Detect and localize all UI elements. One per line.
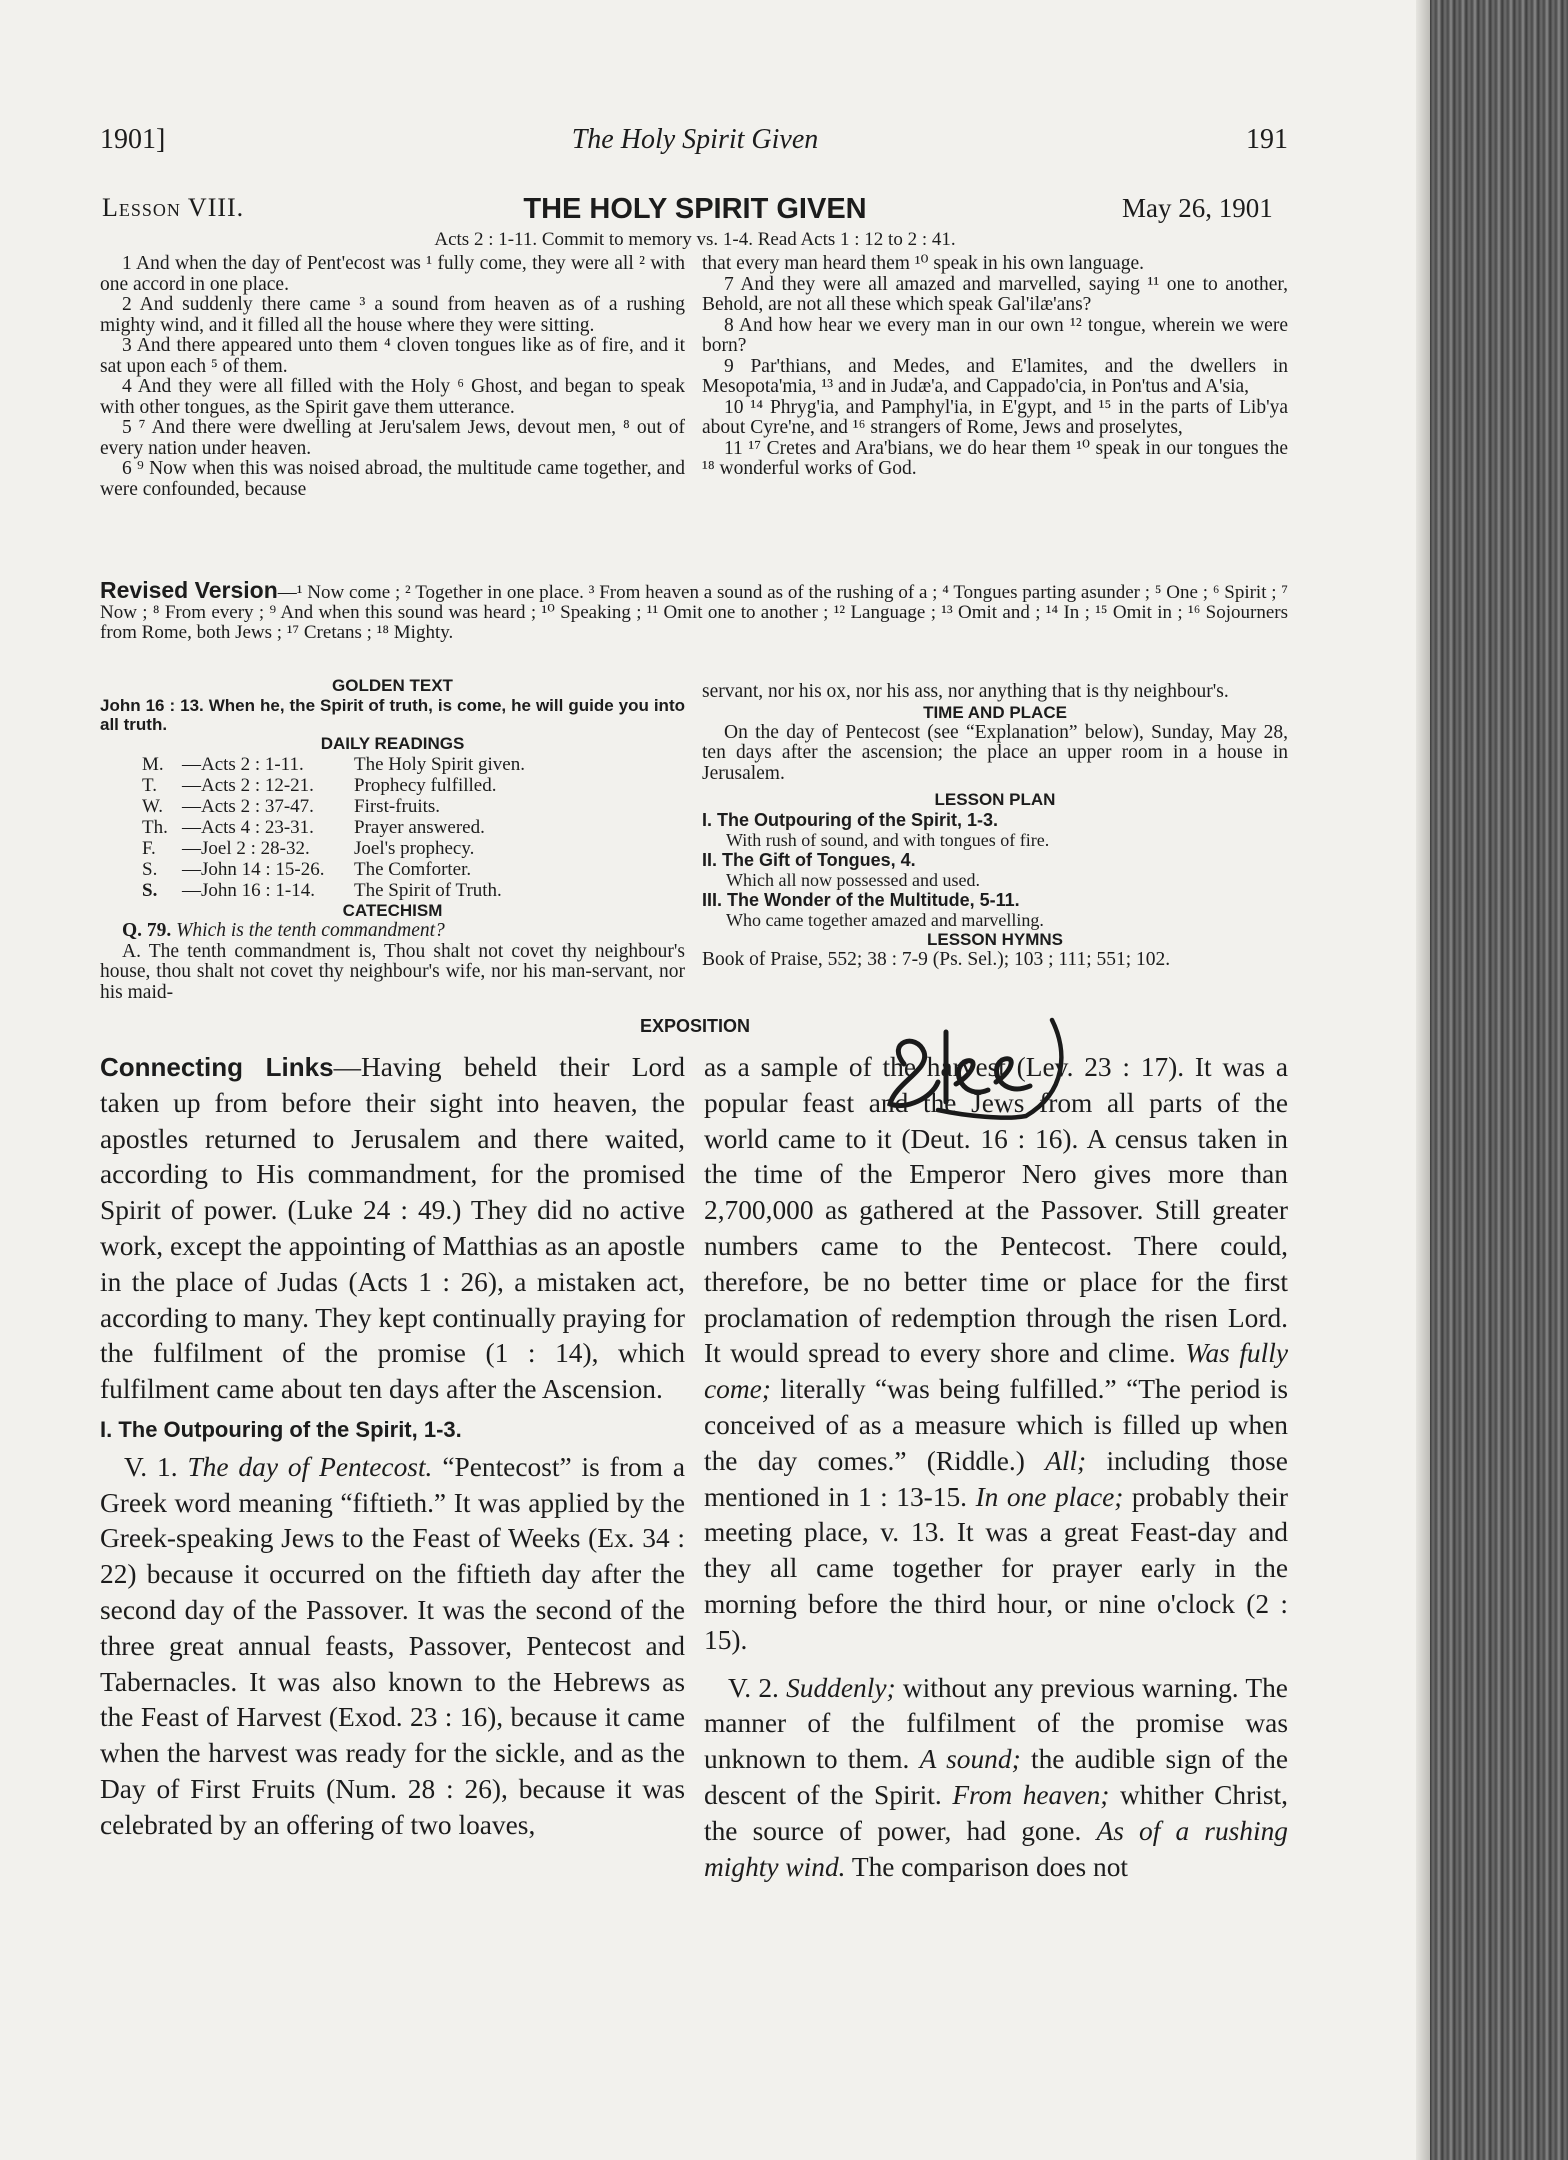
verse-phrase: A sound;: [919, 1744, 1021, 1775]
verse-6-continued: that every man heard them ¹⁰ speak in his own language.: [702, 253, 1144, 274]
catechism-question: [100, 921, 685, 942]
helps-left-column: [100, 676, 685, 1003]
verse-commentary-text: “Pentecost” is from a Greek word meaning “fiftieth.” It was applied by the Greek-speaking Jews to the Feast of Weeks (Ex. 34 : 22) because it occurred on the fiftieth day after the second day of the Passover. It was the second of the three great annual feasts, Passover, Pentecost and Tabernacles. It was also known to the Hebrews as the Feast of Harvest (Exod. 23 : 16), because it came when the harvest was ready for the sickle, and as the Day of First Fruits (Num. 28 : 26), because it was celebrated by an offering of two loaves,: [100, 1451, 685, 1840]
lesson-plan-item-sub: With rush of sound, and with tongues of fire.: [726, 830, 1050, 850]
reading-ref: —Acts 2 : 12-21.: [182, 775, 314, 796]
table-row: [100, 754, 525, 775]
verse-phrase: Was fully come;: [704, 1338, 1288, 1405]
commentary-text: The comparison does not: [851, 1851, 1129, 1882]
daily-readings-table: [100, 754, 525, 901]
verse-9: 9 Par'thians, and Medes, and E'lamites, and the dwellers in Mesopota'mia, ¹³ and in Judæ'a, and Cappado'cia, in Pon'tus and A'sia,: [702, 355, 1288, 397]
lesson-plan-item: [702, 810, 1288, 850]
reading-ref: —Acts 2 : 1-11.: [182, 754, 304, 775]
lesson-plan-item: [702, 850, 1288, 890]
reading-day: W.: [142, 796, 163, 817]
lesson-date: May 26, 1901: [1122, 193, 1273, 223]
daily-readings-heading: DAILY READINGS: [320, 734, 465, 753]
commentary-text: probably their meeting place, v. 13. It was a great Feast-day and they all came together for prayer early in the morning before the third hour, or nine o'clock (2 : 15).: [704, 1481, 1288, 1655]
scripture-reference: Acts 2 : 1-11. Commit to memory vs. 1-4. Read Acts 1 : 12 to 2 : 41.: [434, 229, 956, 250]
scripture-right-column: [702, 254, 1288, 480]
commentary-text: as a sample of the harvest (Lev. 23 : 17). It was a popular feast and the Jews from all parts of the world came to it (Deut. 16 : 16). A census taken in the time of the Emperor Nero gives more than 2,700,000 as gathered at the Passover. Still greater numbers came to the Pentecost. There could, therefore, be no better time or place for the first proclamation of redemption through the risen Lord. It would spread to every shore and clime.: [704, 1052, 1288, 1369]
commentary-text: the audible sign of the descent of the Spirit.: [704, 1744, 1288, 1810]
table-row: [100, 880, 525, 901]
lesson-plan-item-title: I. The Outpouring of the Spirit, 1-3.: [702, 810, 998, 830]
table-row: [100, 817, 525, 838]
reading-title: The Spirit of Truth.: [354, 880, 502, 901]
verse-phrase: All;: [1045, 1445, 1087, 1476]
revised-version: [100, 577, 1289, 643]
reading-day: S.: [142, 880, 158, 901]
connecting-links-lead: Connecting Links: [100, 1052, 334, 1082]
time-and-place-heading: TIME AND PLACE: [923, 702, 1067, 722]
catechism-answer-continued: servant, nor his ox, nor his ass, nor anything that is thy neighbour's.: [702, 681, 1229, 702]
revised-version-label: Revised Version: [100, 577, 278, 603]
revised-version-text: —¹ Now come ; ² Together in one place. ³ From heaven a sound as of the rushing of a ; ⁴ Tongues parting asunder ; ⁵ One ; ⁶ Spirit ; ⁷ Now ; ⁸ From every ; ⁹ And when this sound was heard ; ¹⁰ Speaking ; ¹¹ Omit one to another ; ¹² Language ; ¹³ Omit and ; ¹⁴ In ; ¹⁵ Omit in ; ¹⁶ Sojourners from Rome, both Jews ; ¹⁷ Cretans ; ¹⁸ Mighty.: [100, 582, 1289, 643]
connecting-links-paragraph: [100, 1050, 685, 1408]
verse-8: 8 And how hear we every man in our own ¹² tongue, wherein we were born?: [702, 314, 1288, 356]
reading-day: F.: [142, 838, 156, 859]
reading-day: Th.: [142, 817, 168, 838]
commentary-text: literally “was being fulfilled.” “The period is conceived of as a measure which is filled up when the day comes.” (Riddle.): [704, 1374, 1288, 1476]
verse-5: 5 ⁷ And there were dwelling at Jeru'salem Jews, devout men, ⁸ out of every nation under heaven.: [100, 417, 685, 459]
golden-text-heading: GOLDEN TEXT: [332, 676, 453, 695]
time-and-place-text: On the day of Pentecost (see “Explanation” below), Sunday, May 28, ten days after the ascension; the place an upper room in a house in Jerusalem.: [702, 721, 1288, 784]
commentary-text: including those mentioned in 1 : 13-15.: [704, 1445, 1288, 1512]
reading-title: First-fruits.: [354, 796, 441, 817]
catechism-heading: CATECHISM: [342, 901, 443, 920]
section-heading: I. The Outpouring of the Spirit, 1-3.: [100, 1416, 462, 1442]
reading-ref: —Joel 2 : 28-32.: [182, 838, 310, 859]
verse-2: 2 And suddenly there came ³ a sound from heaven as of a rushing mighty wind, and it filled all the house where they were sitting.: [100, 294, 685, 336]
golden-text: John 16 : 13. When he, the Spirit of truth, is come, he will guide you into all truth.: [100, 696, 685, 734]
lesson-plan-item-title: III. The Wonder of the Multitude, 5-11.: [702, 890, 1020, 910]
running-head-year: 1901]: [100, 124, 166, 155]
reading-day: M.: [142, 754, 164, 775]
reading-title: Prayer answered.: [354, 817, 485, 838]
page-number: 191: [1246, 124, 1288, 155]
verse-phrase: As of a rushing mighty wind.: [704, 1815, 1288, 1882]
catechism-question-text: Which is the tenth commandment?: [176, 920, 445, 941]
reading-title: Prophecy fulfilled.: [354, 775, 497, 796]
scripture-left-column: [100, 254, 685, 500]
table-row: [100, 838, 525, 859]
lesson-number: Lesson VIII.: [102, 193, 245, 222]
helps-right-column: [702, 682, 1288, 971]
exposition-right-column: [704, 1050, 1288, 1885]
reading-title: Joel's prophecy.: [354, 838, 475, 859]
reading-day: S.: [142, 859, 158, 880]
catechism-answer: A. The tenth commandment is, Thou shalt not covet thy neighbour's house, thou shalt not covet thy neighbour's wife, nor his man-servant, nor his maid-: [100, 940, 685, 1003]
verse-phrase: Suddenly;: [786, 1672, 896, 1703]
verse-2-commentary: [704, 1671, 1288, 1886]
verse-1: 1 And when the day of Pent'ecost was ¹ fully come, they were all ² with one accord in one place.: [100, 253, 685, 295]
reading-ref: —John 14 : 15-26.: [182, 859, 325, 880]
verse-3: 3 And there appeared unto them ⁴ cloven tongues like as of fire, and it sat upon each ⁵ of them.: [100, 335, 685, 377]
verse-label: V. 2.: [728, 1672, 779, 1703]
connecting-links-text: —Having beheld their Lord taken up from before their sight into heaven, the apostles returned to Jerusalem and there waited, according to His commandment, for the promised Spirit of power. (Luke 24 : 49.) They did no active work, except the appointing of Matthias as an apostle in the place of Judas (Acts 1 : 26), a mistaken act, according to many. They kept continually praying for the fulfilment of the promise (1 : 14), which fulfilment came about ten days after the Ascension.: [100, 1052, 686, 1405]
table-row: [100, 859, 525, 880]
reading-day: T.: [142, 775, 157, 796]
verse-label: V. 1.: [124, 1451, 178, 1482]
verse-6: 6 ⁹ Now when this was noised abroad, the multitude came together, and were confounded, because: [100, 458, 685, 500]
verse-phrase: The day of Pentecost.: [187, 1451, 433, 1482]
commentary-text: whither Christ, the source of power, had gone.: [704, 1779, 1288, 1846]
verse-1-commentary: [100, 1450, 685, 1844]
verse-phrase: From heaven;: [952, 1779, 1110, 1810]
reading-ref: —Acts 2 : 37-47.: [182, 796, 314, 817]
lesson-hymns-text: Book of Praise, 552; 38 : 7-9 (Ps. Sel.); 103 ; 111; 551; 102.: [702, 949, 1171, 970]
book-page-edges: [1430, 0, 1568, 2160]
lesson-title: THE HOLY SPIRIT GIVEN: [523, 193, 867, 225]
lesson-plan-item-sub: Which all now possessed and used.: [726, 870, 980, 890]
lesson-plan-heading: LESSON PLAN: [934, 790, 1056, 809]
reading-title: The Holy Spirit given.: [354, 754, 525, 775]
exposition-heading: EXPOSITION: [639, 1016, 751, 1036]
exposition-left-column: [100, 1050, 685, 1844]
verse-1-commentary-continued: [704, 1050, 1288, 1659]
reading-ref: —Acts 4 : 23-31.: [182, 817, 314, 838]
lesson-plan-item-title: II. The Gift of Tongues, 4.: [702, 850, 916, 870]
lesson-plan-item: [702, 890, 1288, 930]
lesson-plan-item-sub: Who came together amazed and marvelling.: [726, 910, 1044, 930]
verse-4: 4 And they were all filled with the Holy ⁶ Ghost, and began to speak with other tongues, as the Spirit gave them utterance.: [100, 376, 685, 418]
verse-7: 7 And they were all amazed and marvelled, saying ¹¹ one to another, Behold, are not all these which speak Gal'ilæ'ans?: [702, 273, 1288, 315]
lesson-hymns-heading: LESSON HYMNS: [926, 930, 1064, 949]
commentary-text: without any previous warning. The manner of the fulfilment of the promise was unknown to them.: [704, 1672, 1288, 1775]
reading-ref: —John 16 : 1-14.: [182, 880, 315, 901]
running-head-title: The Holy Spirit Given: [571, 124, 819, 155]
verse-11: 11 ¹⁷ Cretes and Ara'bians, we do hear them ¹⁰ speak in our tongues the ¹⁸ wonderful works of God.: [702, 437, 1288, 479]
reading-title: The Comforter.: [354, 859, 472, 880]
verse-10: 10 ¹⁴ Phryg'ia, and Pamphyl'ia, in E'gypt, and ¹⁵ in the parts of Lib'ya about Cyre'ne, and ¹⁶ strangers of Rome, Jews and proselytes,: [702, 396, 1288, 438]
table-row: [100, 775, 525, 796]
verse-phrase: In one place;: [975, 1481, 1124, 1512]
table-row: [100, 796, 525, 817]
catechism-question-label: Q. 79.: [122, 920, 172, 941]
